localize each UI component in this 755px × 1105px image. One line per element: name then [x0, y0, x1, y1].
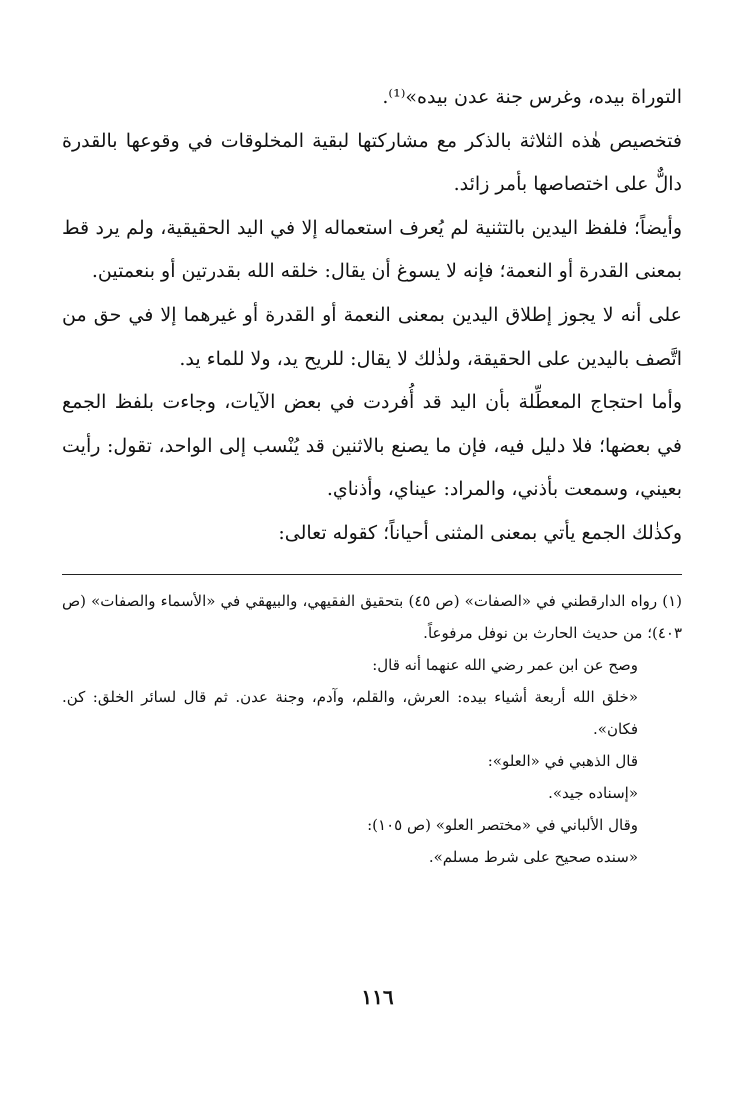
paragraph-4: على أنه لا يجوز إطلاق اليدين بمعنى النعمة أو القدرة أو غيرهما إلا في حق من اتَّصف باليدين على الحقيقة، ولذٰلك لا يقال: للريح يد، ولا للماء يد. — [62, 303, 682, 370]
footnotes — [62, 585, 682, 873]
footnote-line: «خلق الله أربعة أشياء بيده: العرش، والقلم، وآدم، وجنة عدن. ثم قال لسائر الخلق: كن. فكان». — [62, 687, 638, 738]
footnote-line: وصح عن ابن عمر رضي الله عنهما أنه قال: — [372, 655, 638, 674]
main-text — [62, 76, 682, 556]
footnote-line: «إسناده جيد». — [548, 783, 638, 802]
footnote-1: (١) رواه الدارقطني في «الصفات» (ص ٤٥) بتحقيق الفقيهي، والبيهقي في «الأسماء والصفات» (ص ٤٠٣)؛ من حديث الحارث بن نوفل مرفوعاً. — [62, 591, 683, 642]
paragraph-5: وأما احتجاج المعطِّلة بأن اليد قد أُفردت في بعض الآيات، وجاءت بلفظ الجمع في بعضها؛ فلا دليل فيه، فإن ما يصنع بالاثنين قد يُنْسب إلى الواحد، تقول: رأيت بعيني، وسمعت بأذني، والمراد: عيناي، وأذناي. — [62, 391, 682, 501]
footnote-divider — [62, 574, 682, 575]
paragraph-6: وكذٰلك الجمع يأتي بمعنى المثنى أحياناً؛ كقوله تعالى: — [278, 521, 682, 544]
book-page — [62, 76, 682, 873]
footnote-line: قال الذهبي في «العلو»: — [487, 751, 638, 770]
footnote-line: «سنده صحيح على شرط مسلم». — [428, 847, 638, 866]
paragraph-2: فتخصيص هٰذه الثلاثة بالذكر مع مشاركتها لبقية المخلوقات في وقوعها بالقدرة دالٌّ على اختصاصها بأمر زائد. — [62, 129, 682, 196]
paragraph-1: التوراة بيده، وغرس جنة عدن بيده»⁽¹⁾. — [382, 86, 682, 108]
paragraph-3: وأيضاً؛ فلفظ اليدين بالتثنية لم يُعرف استعماله إلا في اليد الحقيقية، ولم يرد قط بمعنى القدرة أو النعمة؛ فإنه لا يسوغ أن يقال: خلقه الله بقدرتين أو بنعمتين. — [62, 216, 682, 283]
page-number: ١١٦ — [361, 985, 394, 1009]
footnote-line: وقال الألباني في «مختصر العلو» (ص ١٠٥): — [367, 815, 638, 834]
